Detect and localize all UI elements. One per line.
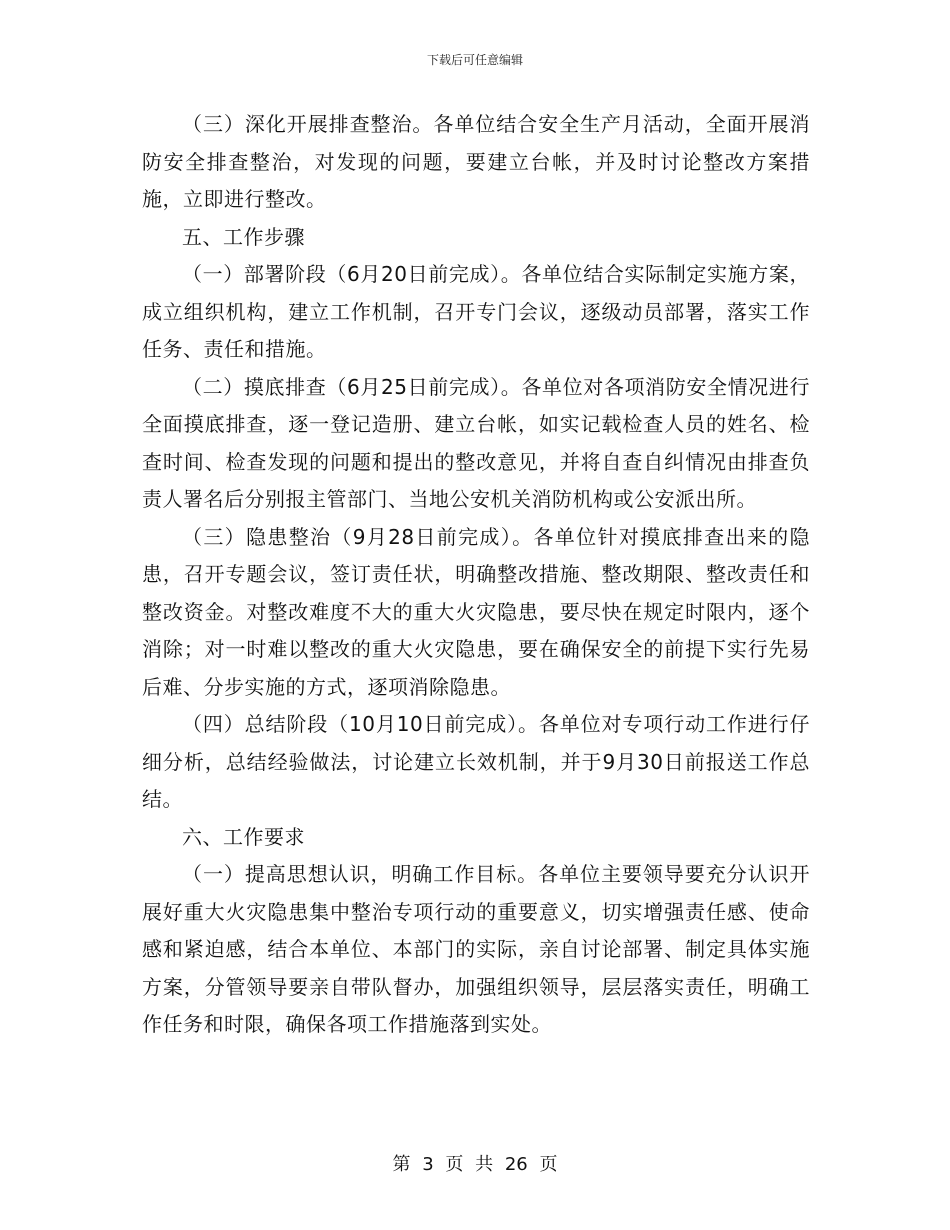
page-number: 第 3 页 共 26 页 <box>392 1154 558 1175</box>
page-header: 下载后可任意编辑 <box>426 53 523 67</box>
section-heading-work-requirements: 六、工作要求 <box>182 824 305 849</box>
paragraph-survey-phase: （二）摸底排查（6月25日前完成）。各单位对各项消防安全情况进行全面摸底排查，逐一登记造册、建立台帐，如实记载检查人员的姓名、检查时间、检查发现的问题和提出的整改意见，并将自查自纠情况由排查负责人署名后分别报主管部门、当地公安机关消防机构或公安派出所。 <box>142 374 810 511</box>
section-heading-work-steps: 五、工作步骤 <box>182 224 305 249</box>
paragraph-deepen-inspection: （三）深化开展排查整治。各单位结合安全生产月活动，全面开展消防安全排查整治，对发现的问题，要建立台帐，并及时讨论整改方案措施，立即进行整改。 <box>142 112 810 211</box>
paragraph-raise-awareness: （一）提高思想认识，明确工作目标。各单位主要领导要充分认识开展好重大火灾隐患集中整治专项行动的重要意义，切实增强责任感、使命感和紧迫感，结合本单位、本部门的实际，亲自讨论部署、制定具体实施方案，分管领导要亲自带队督办，加强组织领导，层层落实责任，明确工作任务和时限，确保各项工作措施落到实处。 <box>142 862 810 1036</box>
document-body <box>142 106 810 1044</box>
paragraph-summary-phase: （四）总结阶段（10月10日前完成）。各单位对专项行动工作进行仔细分析，总结经验做法，讨论建立长效机制，并于9月30日前报送工作总结。 <box>142 712 810 811</box>
paragraph-hazard-rectification: （三）隐患整治（9月28日前完成）。各单位针对摸底排查出来的隐患，召开专题会议，签订责任状，明确整改措施、整改期限、整改责任和整改资金。对整改难度不大的重大火灾隐患，要尽快在规定时限内，逐个消除；对一时难以整改的重大火灾隐患，要在确保安全的前提下实行先易后难、分步实施的方式，逐项消除隐患。 <box>142 524 810 699</box>
paragraph-deployment-phase: （一）部署阶段（6月20日前完成）。各单位结合实际制定实施方案，成立组织机构，建立工作机制，召开专门会议，逐级动员部署，落实工作任务、责任和措施。 <box>142 262 810 361</box>
